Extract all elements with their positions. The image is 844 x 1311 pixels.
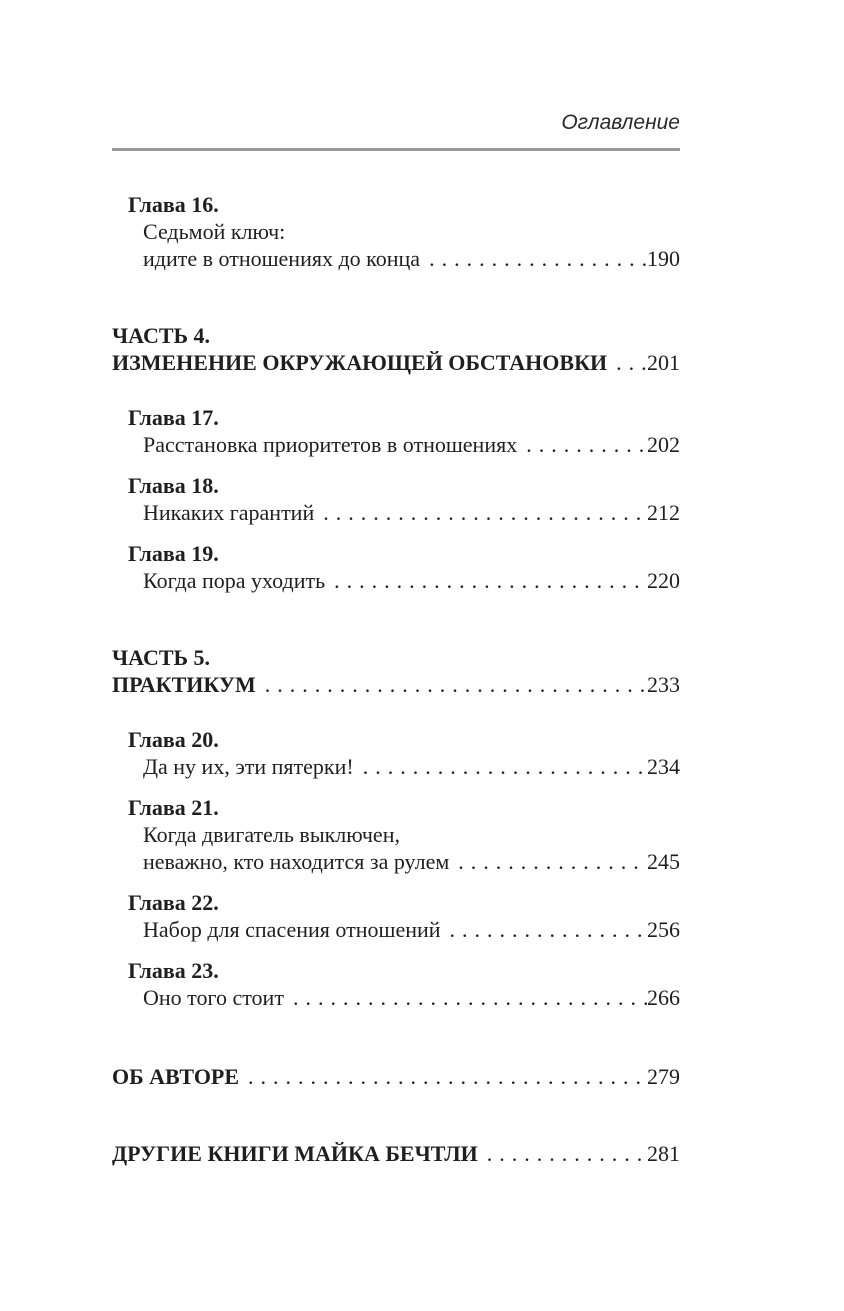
dot-leader xyxy=(265,671,647,698)
chapter-title-line: Расстановка приоритетов в отношениях xyxy=(143,432,518,457)
toc-entry-about-author xyxy=(112,1063,680,1090)
page-number: 212 xyxy=(647,500,680,525)
toc-entry-chapter-19 xyxy=(112,540,680,594)
dot-leader xyxy=(526,431,647,458)
page-number: 233 xyxy=(647,672,680,697)
toc-entry-part-4 xyxy=(112,322,680,376)
toc-entry-chapter-17 xyxy=(112,404,680,458)
page-number: 266 xyxy=(647,985,680,1010)
part-heading: ЧАСТЬ 4. xyxy=(112,323,211,348)
toc-row xyxy=(143,431,680,458)
chapter-heading: Глава 18. xyxy=(128,473,219,498)
toc-row xyxy=(143,567,680,594)
page-number: 281 xyxy=(647,1141,680,1166)
dot-leader xyxy=(363,753,647,780)
toc-entry-chapter-23 xyxy=(112,957,680,1011)
header-rule xyxy=(112,148,680,151)
part-heading: ЧАСТЬ 5. xyxy=(112,645,211,670)
section-title: ОБ АВТОРЕ xyxy=(112,1064,240,1089)
page-number: 220 xyxy=(647,568,680,593)
section-title: ДРУГИЕ КНИГИ МАЙКА БЕЧТЛИ xyxy=(112,1141,478,1166)
chapter-title-line: неважно, кто находится за рулем xyxy=(143,849,450,874)
dot-leader xyxy=(458,848,647,875)
page-number: 202 xyxy=(647,432,680,457)
dot-leader xyxy=(429,245,647,272)
running-header: Оглавление xyxy=(561,111,680,134)
toc-row xyxy=(112,1063,680,1090)
toc-entry-chapter-22 xyxy=(112,889,680,943)
page-number: 279 xyxy=(647,1064,680,1089)
chapter-heading: Глава 19. xyxy=(128,541,219,566)
chapter-heading: Глава 16. xyxy=(128,192,219,217)
toc-row xyxy=(143,753,680,780)
chapter-heading: Глава 21. xyxy=(128,795,219,820)
dot-leader xyxy=(293,984,647,1011)
toc-row xyxy=(112,349,680,376)
chapter-heading: Глава 17. xyxy=(128,405,219,430)
page-number: 190 xyxy=(647,246,680,271)
toc-entry-chapter-21 xyxy=(112,794,680,875)
chapter-title-line: Оно того стоит xyxy=(143,985,284,1010)
toc-entry-other-books xyxy=(112,1140,680,1167)
toc-row xyxy=(143,499,680,526)
part-title: ИЗМЕНЕНИЕ ОКРУЖАЮЩЕЙ ОБСТАНОВКИ xyxy=(112,350,608,375)
chapter-title-line: Никаких гарантий xyxy=(143,500,315,525)
toc-entry-chapter-16 xyxy=(112,191,680,272)
toc-row xyxy=(112,1140,680,1167)
dot-leader xyxy=(248,1063,647,1090)
toc-row xyxy=(143,916,680,943)
toc-entry-chapter-18 xyxy=(112,472,680,526)
toc-entry-part-5 xyxy=(112,644,680,698)
toc-row xyxy=(143,984,680,1011)
dot-leader xyxy=(323,499,647,526)
toc-entry-chapter-20 xyxy=(112,726,680,780)
chapter-title-line: Когда двигатель выключен, xyxy=(143,822,400,847)
chapter-title-line: Да ну их, эти пятерки! xyxy=(143,754,354,779)
chapter-title-line: Набор для спасения отношений xyxy=(143,917,441,942)
part-title: ПРАКТИКУМ xyxy=(112,672,256,697)
dot-leader xyxy=(487,1140,647,1167)
page-number: 245 xyxy=(647,849,680,874)
dot-leader xyxy=(334,567,647,594)
chapter-title-line: идите в отношениях до конца xyxy=(143,246,421,271)
page-number: 256 xyxy=(647,917,680,942)
dot-leader xyxy=(450,916,647,943)
chapter-title-line: Когда пора уходить xyxy=(143,568,326,593)
dot-leader xyxy=(616,349,647,376)
chapter-heading: Глава 23. xyxy=(128,958,219,983)
toc-row xyxy=(143,848,680,875)
page-number: 201 xyxy=(647,350,680,375)
chapter-heading: Глава 22. xyxy=(128,890,219,915)
page-number: 234 xyxy=(647,754,680,779)
table-of-contents xyxy=(112,191,680,1167)
toc-row xyxy=(143,245,680,272)
chapter-heading: Глава 20. xyxy=(128,727,219,752)
chapter-title-line: Седьмой ключ: xyxy=(143,219,286,244)
toc-row xyxy=(112,671,680,698)
